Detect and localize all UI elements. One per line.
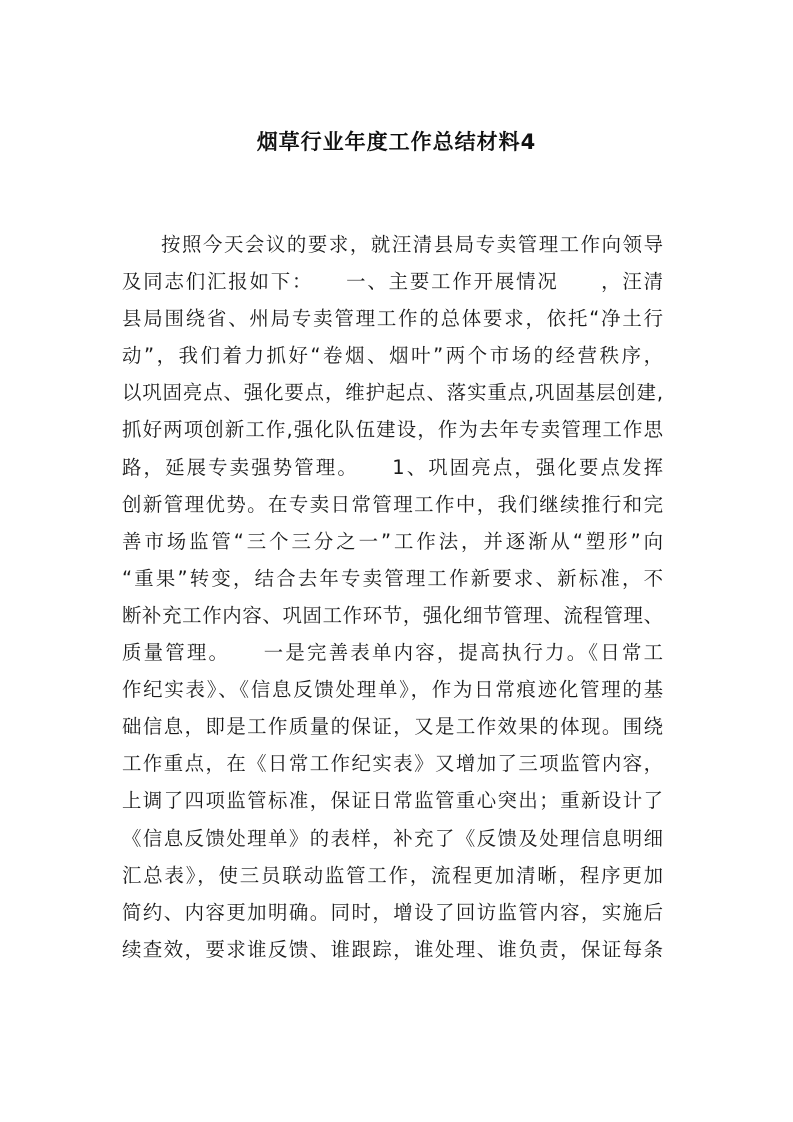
body-line: 按照今天会议的要求，就汪清县局专卖管理工作向领导	[161, 233, 663, 256]
document-title: 烟草行业年度工作总结材料4	[256, 130, 537, 154]
body-line: 动”，我们着力抓好“卷烟、烟叶”两个市场的经营秩序，	[122, 344, 663, 368]
body-line: 续查效，要求谁反馈、谁跟踪，谁处理、谁负责，保证每条	[122, 937, 663, 961]
body-line: 创新管理优势。在专卖日常管理工作中，我们继续推行和完	[122, 492, 663, 516]
body-line: 《信息反馈处理单》的表样，补充了《反馈及处理信息明细	[122, 826, 663, 850]
body-line: 以巩固亮点、强化要点，维护起点、落实重点,巩固基层创建,	[122, 381, 663, 405]
body-line: 及同志们汇报如下： 一、主要工作开展情况 ，汪清	[122, 270, 663, 294]
body-line: 抓好两项创新工作,强化队伍建设，作为去年专卖管理工作思	[122, 418, 663, 442]
body-line: 础信息，即是工作质量的保证，又是工作效果的体现。围绕	[122, 715, 663, 739]
body-line: “重果”转变，结合去年专卖管理工作新要求、新标准，不	[122, 566, 663, 590]
body-line: 上调了四项监管标准，保证日常监管重心突出；重新设计了	[122, 789, 663, 813]
document-body	[122, 226, 663, 968]
body-line: 断补充工作内容、巩固工作环节，强化细节管理、流程管理、	[122, 603, 663, 627]
body-line: 善市场监管“三个三分之一”工作法，并逐渐从“塑形”向	[122, 529, 663, 553]
body-line: 简约、内容更加明确。同时，增设了回访监管内容，实施后	[122, 900, 663, 924]
body-line: 汇总表》，使三员联动监管工作，流程更加清晰，程序更加	[122, 863, 663, 887]
body-line: 路，延展专卖强势管理。 1、巩固亮点，强化要点发挥	[122, 455, 663, 479]
body-line: 作纪实表》、《信息反馈处理单》，作为日常痕迹化管理的基	[122, 678, 663, 702]
body-line: 县局围绕省、州局专卖管理工作的总体要求，依托“净土行	[122, 307, 663, 331]
body-line: 工作重点，在《日常工作纪实表》又增加了三项监管内容，	[122, 752, 663, 776]
body-line: 质量管理。 一是完善表单内容，提高执行力。《日常工	[122, 641, 663, 665]
